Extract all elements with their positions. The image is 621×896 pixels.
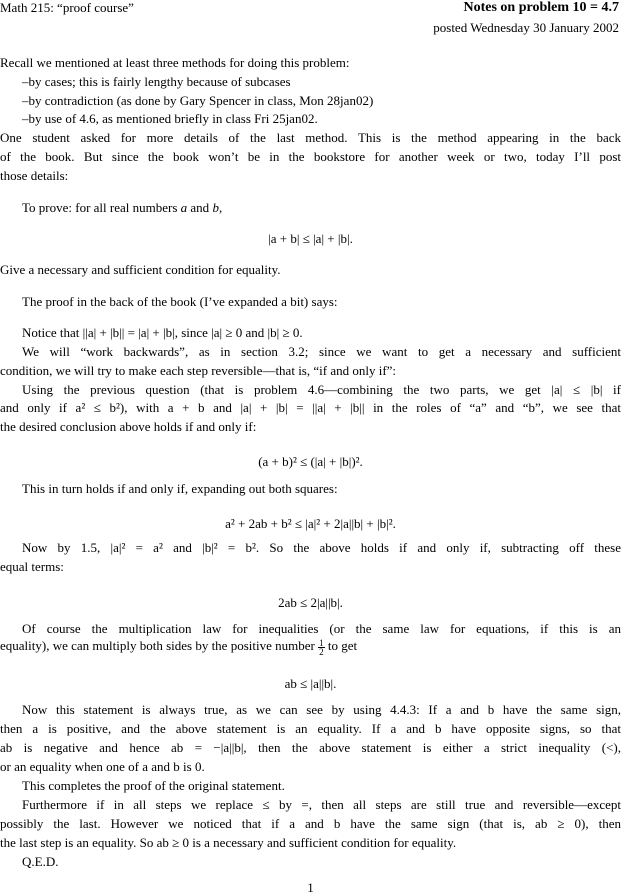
paragraph-line: We will “work backwards”, as in section 3.2; since we want to get a necessary and sufficient	[22, 344, 621, 359]
equation-3: 2ab ≤ 2|a||b|.	[278, 595, 343, 610]
equation-4: ab ≤ |a||b|.	[284, 676, 337, 691]
paragraph-line: and only if a² ≤ b²), with a + b and |a| + |b| = ||a| + |b|| in the roles of “a” and “b”, we see that	[0, 400, 621, 415]
paragraph-line: the last step is an equality. So ab ≥ 0 is a necessary and sufficient condition for equality.	[0, 835, 457, 850]
triangle-inequality: |a + b| ≤ |a| + |b|.	[268, 231, 353, 246]
paragraph-line: One student asked for more details of the last method. This is the method appearing in the back	[0, 130, 621, 145]
half-line: equality), we can multiply both sides by the positive number $\frac{1}{2}$ to get	[0, 637, 358, 657]
paragraph-line: equal terms:	[0, 559, 64, 574]
paragraph-line: Furthermore if in all steps we replace ≤ by =, then all steps are still true and reversible—except	[22, 797, 621, 812]
paragraph-line: the desired conclusion above holds if and only if:	[0, 419, 257, 434]
paragraph-line: then a is positive, and the above statement is an equality. If a and b have opposite signs, so that	[0, 721, 621, 736]
paragraph-line: Now by 1.5, |a|² = a² and |b|² = b². So the above holds if and only if, subtracting off these	[22, 540, 621, 555]
posted-date: posted Wednesday 30 January 2002	[433, 20, 619, 35]
paragraph-line: This in turn holds if and only if, expanding out both squares:	[22, 481, 338, 496]
paragraph-line: of the book. But since the book won’t be in the bookstore for another week or two, today I’ll post	[0, 149, 621, 164]
completes-line: This completes the proof of the original statement.	[22, 778, 285, 793]
condition-line: Give a necessary and sufficient condition for equality.	[0, 262, 281, 277]
method-item: –by use of 4.6, as mentioned briefly in class Fri 25jan02.	[22, 111, 318, 126]
recall-text: Recall we mentioned at least three methods for doing this problem:	[0, 55, 350, 70]
qed: Q.E.D.	[22, 854, 59, 869]
one-half-fraction: $\frac{1}{2}$	[319, 637, 324, 657]
paragraph-line: Using the previous question (that is problem 4.6—combining the two parts, we get |a| ≤ |b| if	[22, 382, 621, 397]
paragraph-line: Now this statement is always true, as we can see by using 4.4.3: If a and b have the same sign,	[22, 702, 621, 717]
method-item: –by contradiction (as done by Gary Spencer in class, Mon 28jan02)	[22, 93, 374, 108]
paragraph-line: condition, we will try to make each step reversible—that is, “if and only if”:	[0, 363, 397, 378]
equation-1: (a + b)² ≤ (|a| + |b|)².	[258, 454, 363, 469]
paragraph-line: possibly the last. However we noticed that if a and b have the same sign (that is, ab ≥ 0), then	[0, 816, 621, 831]
method-item: –by cases; this is fairly lengthy because of subcases	[22, 74, 291, 89]
paragraph-line: or an equality when one of a and b is 0.	[0, 759, 205, 774]
paragraph-line: Of course the multiplication law for inequalities (or the same law for equations, if this is an	[22, 621, 621, 636]
notice-line: Notice that ||a| + |b|| = |a| + |b|, since |a| ≥ 0 and |b| ≥ 0.	[22, 325, 303, 340]
course-title: Math 215: “proof course”	[0, 0, 134, 15]
paragraph-line: those details:	[0, 168, 69, 183]
equation-2: a² + 2ab + b² ≤ |a|² + 2|a||b| + |b|².	[225, 516, 396, 531]
paragraph-line: ab is negative and hence ab = −|a||b|, then the above statement is either a strict inequality (<),	[0, 740, 621, 755]
to-prove-line: To prove: for all real numbers a and b,	[22, 200, 223, 215]
page-number: 1	[307, 880, 314, 895]
proof-intro: The proof in the back of the book (I’ve expanded a bit) says:	[22, 294, 338, 309]
notes-title: Notes on problem 10 = 4.7	[463, 0, 619, 15]
